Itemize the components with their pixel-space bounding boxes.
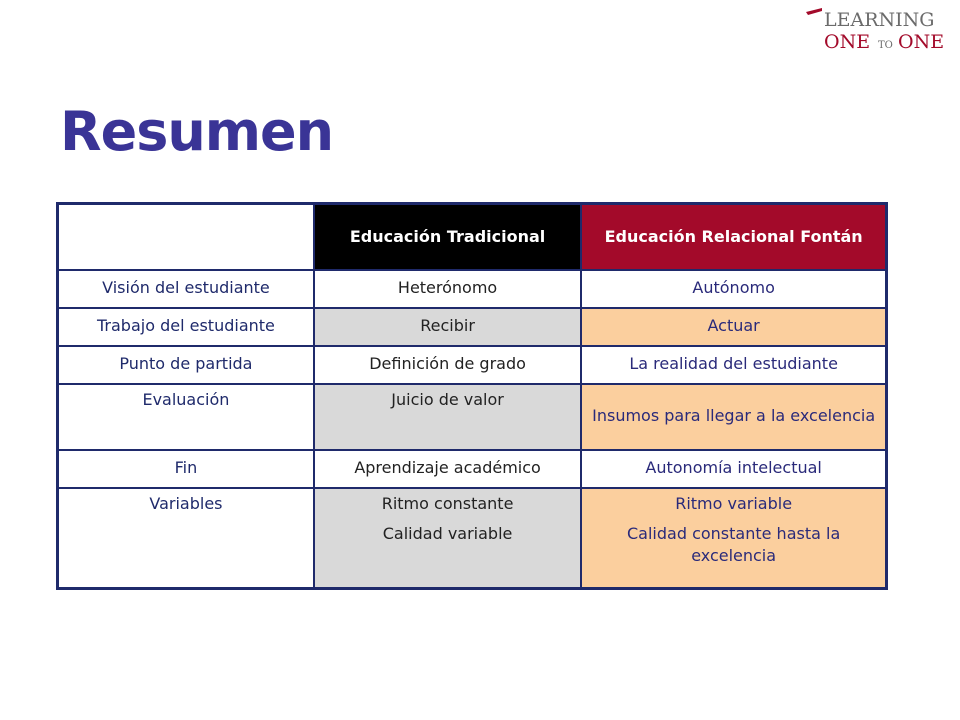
relational-line: Calidad constante hasta la excelencia bbox=[627, 523, 841, 566]
relational-cell: Actuar bbox=[581, 308, 886, 346]
logo-line2-mid: TO bbox=[878, 40, 893, 51]
table-row bbox=[58, 270, 887, 308]
table-row bbox=[58, 488, 887, 589]
table-row bbox=[58, 450, 887, 488]
table-row bbox=[58, 346, 887, 384]
table-row bbox=[58, 308, 887, 346]
traditional-line: Ritmo constante bbox=[381, 493, 514, 513]
comparison-table bbox=[56, 202, 888, 590]
traditional-cell: Recibir bbox=[314, 308, 581, 346]
table-row bbox=[58, 384, 887, 450]
row-label: Variables bbox=[58, 488, 314, 589]
logo-swoosh-icon bbox=[806, 8, 822, 15]
slide-title: Resumen bbox=[60, 100, 334, 163]
logo-line1: LEARNING bbox=[824, 9, 935, 31]
row-label: Fin bbox=[58, 450, 314, 488]
row-label: Evaluación bbox=[58, 384, 314, 450]
relational-cell: Insumos para llegar a la excelencia bbox=[581, 384, 886, 450]
traditional-cell: Aprendizaje académico bbox=[314, 450, 581, 488]
traditional-cell bbox=[314, 488, 581, 589]
header-traditional: Educación Tradicional bbox=[314, 204, 581, 270]
relational-cell bbox=[581, 488, 886, 589]
learning-one-to-one-logo bbox=[800, 6, 956, 52]
relational-cell: Autonomía intelectual bbox=[581, 450, 886, 488]
logo-line2-left: ONE bbox=[824, 31, 871, 52]
header-blank bbox=[58, 204, 314, 270]
logo-line2-right: ONE bbox=[898, 31, 945, 52]
row-label: Visión del estudiante bbox=[58, 270, 314, 308]
relational-cell: La realidad del estudiante bbox=[581, 346, 886, 384]
relational-line: Ritmo variable bbox=[675, 493, 793, 513]
traditional-cell: Heterónomo bbox=[314, 270, 581, 308]
relational-cell: Autónomo bbox=[581, 270, 886, 308]
traditional-cell: Definición de grado bbox=[314, 346, 581, 384]
table-header-row bbox=[58, 204, 887, 270]
traditional-line: Calidad variable bbox=[382, 523, 513, 543]
traditional-cell: Juicio de valor bbox=[314, 384, 581, 450]
row-label: Punto de partida bbox=[58, 346, 314, 384]
row-label: Trabajo del estudiante bbox=[58, 308, 314, 346]
header-relational: Educación Relacional Fontán bbox=[581, 204, 886, 270]
